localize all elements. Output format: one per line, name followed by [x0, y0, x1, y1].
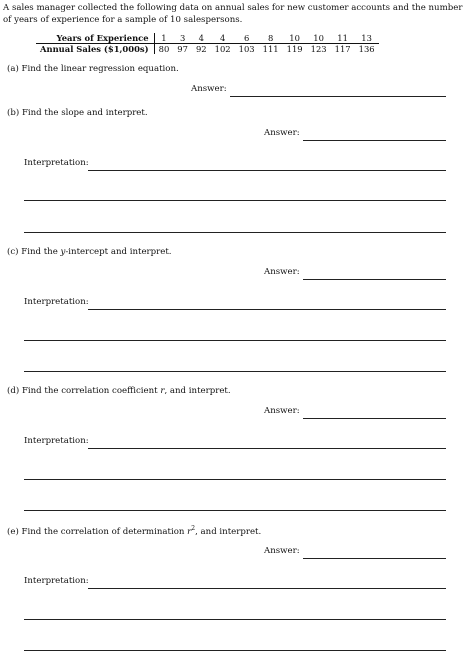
question-c-prefix: (c) Find the [7, 247, 61, 257]
years-cell: 3 [173, 33, 192, 44]
interpretation-line-d-1[interactable] [88, 448, 446, 449]
sales-cell: 111 [262, 44, 279, 54]
years-cell: 13 [355, 33, 379, 44]
question-e-prefix: (e) Find the correlation of determination [7, 526, 188, 537]
years-cell: 6 [235, 33, 259, 44]
interpretation-label-d: Interpretation: [24, 436, 89, 446]
interpretation-line-d-2[interactable] [24, 479, 446, 480]
interpretation-label-b: Interpretation: [24, 158, 89, 168]
answer-label-d: Answer: [264, 406, 300, 416]
answer-line-a[interactable] [230, 96, 446, 97]
interpretation-line-b-2[interactable] [24, 200, 446, 201]
sales-cell: 119 [286, 44, 303, 54]
question-e [7, 525, 261, 537]
years-row [36, 33, 379, 44]
question-e-variable: r [187, 526, 192, 537]
question-d-prefix: (d) Find the correlation coefficient [7, 386, 161, 396]
sales-cell: 80 [158, 44, 170, 54]
interpretation-line-c-1[interactable] [88, 309, 446, 310]
answer-line-d[interactable] [303, 418, 446, 419]
question-e-exponent: 2 [191, 525, 196, 532]
question-c [7, 247, 172, 257]
question-d [7, 386, 231, 396]
answer-line-c[interactable] [303, 279, 446, 280]
years-cell: 10 [283, 33, 307, 44]
answer-line-b[interactable] [303, 140, 446, 141]
sales-label: Annual Sales ($1,000s) [36, 44, 154, 55]
years-cell: 1 [154, 33, 173, 44]
answer-label-a: Answer: [191, 84, 227, 94]
data-table [36, 33, 379, 54]
years-cell: 10 [307, 33, 331, 44]
answer-line-e[interactable] [303, 558, 446, 559]
sales-cell: 117 [334, 44, 351, 54]
interpretation-line-b-3[interactable] [24, 232, 446, 233]
interpretation-line-e-2[interactable] [24, 619, 446, 620]
sales-cell: 102 [214, 44, 231, 54]
question-c-variable: y [60, 247, 66, 257]
question-d-suffix: , and interpret. [164, 386, 231, 396]
answer-label-e: Answer: [264, 546, 300, 556]
sales-cell: 136 [358, 44, 375, 54]
years-cell: 4 [192, 33, 211, 44]
intro-text: A sales manager collected the following data on annual sales for new customer accounts and the number of years of experience for a sample of 10 salespersons. [3, 3, 463, 25]
years-cell: 8 [259, 33, 283, 44]
question-d-variable: r [160, 386, 165, 396]
answer-label-c: Answer: [264, 267, 300, 277]
answer-label-b: Answer: [264, 128, 300, 138]
years-label: Years of Experience [36, 33, 154, 44]
question-a: (a) Find the linear regression equation. [7, 64, 179, 74]
years-cell: 4 [211, 33, 235, 44]
interpretation-line-b-1[interactable] [88, 170, 446, 171]
question-b: (b) Find the slope and interpret. [7, 108, 148, 118]
interpretation-line-d-3[interactable] [24, 510, 446, 511]
sales-cell: 123 [310, 44, 327, 54]
question-e-suffix: , and interpret. [195, 526, 262, 537]
interpretation-line-e-1[interactable] [88, 588, 446, 589]
sales-cell: 103 [238, 44, 255, 54]
years-cell: 11 [331, 33, 355, 44]
sales-cell: 92 [195, 44, 207, 54]
sales-row [36, 44, 379, 55]
question-c-suffix: -intercept and interpret. [65, 247, 172, 257]
interpretation-label-c: Interpretation: [24, 297, 89, 307]
interpretation-line-c-2[interactable] [24, 340, 446, 341]
interpretation-line-e-3[interactable] [24, 650, 446, 651]
sales-cell: 97 [177, 44, 188, 54]
interpretation-line-c-3[interactable] [24, 371, 446, 372]
interpretation-label-e: Interpretation: [24, 576, 89, 586]
